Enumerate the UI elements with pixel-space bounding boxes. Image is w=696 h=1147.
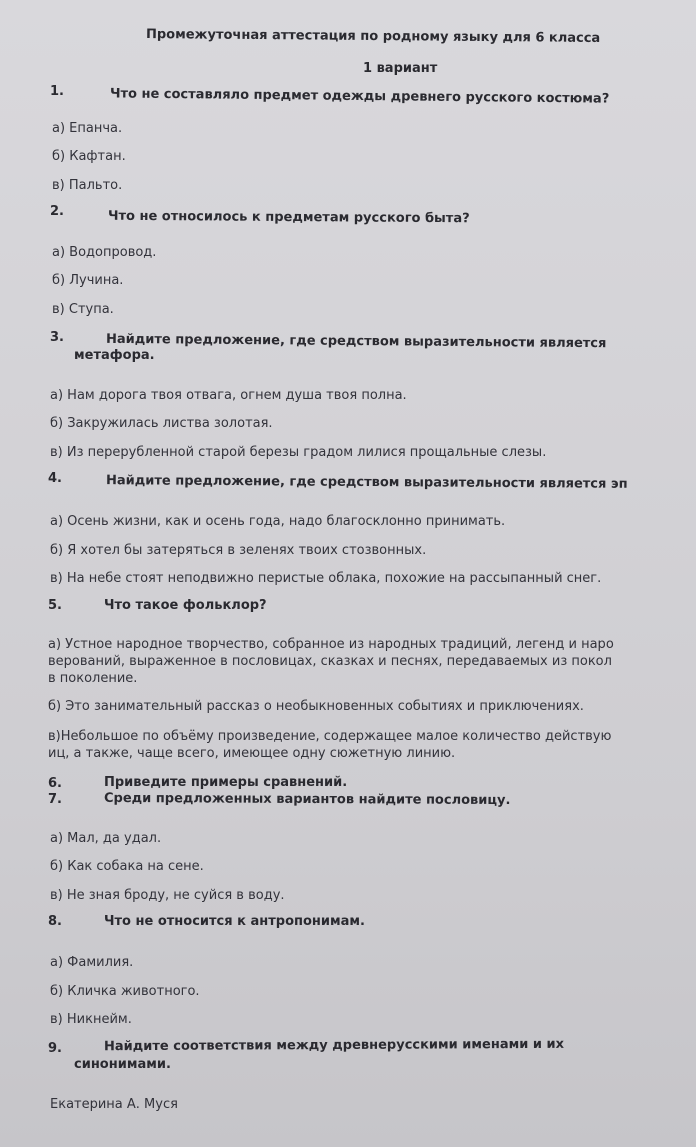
answer-option: а) Устное народное творчество, собранное из народных традиций, легенд и наро <box>48 637 614 652</box>
answer-option-continued: верований, выраженное в пословицах, сказках и песнях, передаваемых из покол <box>48 654 612 669</box>
question-text: Что не относилось к предметам русского быта? <box>107 208 470 227</box>
answer-option: в) Пальто. <box>52 178 123 193</box>
question-text: Найдите предложение, где средством выразительности является эп <box>105 473 628 492</box>
answer-option: а) Мал, да удал. <box>50 831 162 846</box>
answer-option: а) Епанча. <box>52 121 123 136</box>
question-text: Приведите примеры сравнений. <box>104 775 348 790</box>
question-number: 2. <box>50 204 64 219</box>
question-text-continued: метафора. <box>74 348 155 363</box>
question-number: 5. <box>48 598 62 613</box>
answer-option: в) Никнейм. <box>50 1012 132 1027</box>
answer-option: в) Ступа. <box>52 302 114 317</box>
answer-option: б) Лучина. <box>52 273 124 288</box>
question-text: Что не относится к антропонимам. <box>104 914 365 929</box>
answer-option: в)Небольшое по объёму произведение, содержащее малое количество действую <box>48 729 612 744</box>
answer-option: б) Как собака на сене. <box>50 859 204 874</box>
question-number: 8. <box>48 914 62 929</box>
variant-label: 1 вариант <box>363 61 438 76</box>
question-number: 9. <box>48 1041 62 1056</box>
question-text: Что не составляло предмет одежды древнего русского костюма? <box>109 86 610 107</box>
answer-option-continued: иц, а также, чаще всего, имеющее одну сюжетную линию. <box>48 746 456 761</box>
answer-option: а) Водопровод. <box>52 245 157 260</box>
answer-option: в) На небе стоят неподвижно перистые облака, похожие на рассыпанный снег. <box>50 571 602 586</box>
document-title: Промежуточная аттестация по родному языку для 6 класса <box>145 27 601 46</box>
question-text: Среди предложенных вариантов найдите пословицу. <box>103 790 511 809</box>
answer-option: в) Из перерубленной старой березы градом лилися прощальные слезы. <box>50 445 547 460</box>
question-text: Найдите предложение, где средством выразительности является <box>105 331 607 352</box>
author-signature: Екатерина А. Муся <box>50 1097 178 1112</box>
answer-option: б) Кафтан. <box>52 149 126 164</box>
question-text: Что такое фольклор? <box>104 598 267 613</box>
question-number: 7. <box>48 792 62 807</box>
question-text-continued: синонимами. <box>74 1057 171 1072</box>
question-text: Найдите соответствия между древнерусскими именами и их <box>103 1036 565 1055</box>
question-number: 3. <box>50 330 64 345</box>
answer-option: в) Не зная броду, не суйся в воду. <box>50 888 285 903</box>
answer-option: б) Кличка животного. <box>50 984 200 999</box>
answer-option: б) Закружилась листва золотая. <box>50 416 273 431</box>
answer-option: а) Осень жизни, как и осень года, надо благосклонно принимать. <box>50 514 506 529</box>
answer-option: б) Это занимательный рассказ о необыкновенных событиях и приключениях. <box>48 699 584 714</box>
answer-option: б) Я хотел бы затеряться в зеленях твоих стозвонных. <box>50 543 427 558</box>
question-number: 1. <box>50 84 64 99</box>
answer-option-continued: в поколение. <box>48 671 138 686</box>
answer-option: а) Нам дорога твоя отвага, огнем душа твоя полна. <box>50 388 407 403</box>
answer-option: а) Фамилия. <box>50 955 134 970</box>
question-number: 6. <box>48 776 62 791</box>
question-number: 4. <box>48 471 62 486</box>
